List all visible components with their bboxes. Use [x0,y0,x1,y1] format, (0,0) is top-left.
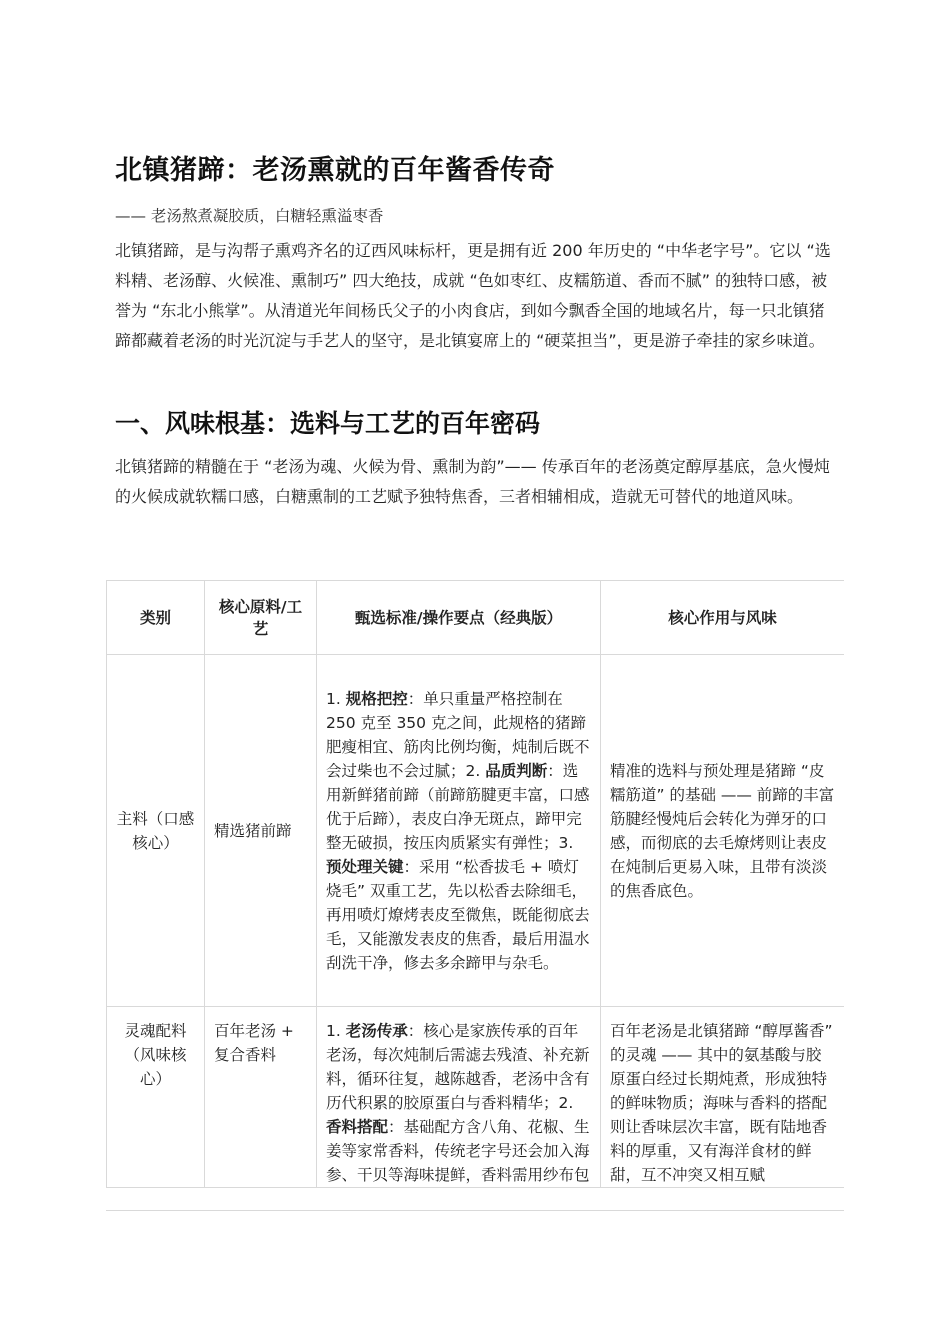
section-paragraph: 北镇猪蹄的精髓在于 “老汤为魂、火候为骨、熏制为韵”—— 传承百年的老汤奠定醇厚基底，急火慢炖的火候成就软糯口感，白糖熏制的工艺赋予独特焦香，三者相辅相成，造就无可替代的地道风味。 [115,457,830,506]
header-effect: 核心作用与风味 [601,581,845,655]
key-term: 品质判断 [485,761,548,780]
cell-effect: 百年老汤是北镇猪蹄 “醇厚酱香” 的灵魂 —— 其中的氨基酸与胶原蛋白经过长期炖煮，形成独特的鲜味物质；海味与香料的搭配则让香味层次丰富，既有陆地香料的厚重，又有海洋食材的鲜甜，互不冲突又相互赋 [601,1007,845,1188]
section-heading: 一、风味根基：选料与工艺的百年密码 [115,409,541,438]
header-material: 核心原料/工艺 [205,581,317,655]
ingredient-table [106,580,844,1188]
cell-standards: 1. 老汤传承：核心是家族传承的百年老汤，每次炖制后需滤去残渣、补充新料，循环往复，越陈越香，老汤中含有历代积累的胶原蛋白与香料精华；2. 香料搭配：基础配方含八角、花椒、生姜等家常香料，传统老字号还会加入海参、干贝等海味提鲜，香料需用纱布包 [317,1007,601,1188]
ingredient-table-container [106,580,844,1211]
table-row [107,655,845,1007]
cell-category: 主料（口感核心） [107,655,205,1007]
cell-material: 百年老汤 + 复合香料 [205,1007,317,1188]
table-row [107,1007,845,1188]
key-term: 预处理关键 [326,857,404,876]
cell-effect: 精准的选料与预处理是猪蹄 “皮糯筋道” 的基础 —— 前蹄的丰富筋腱经慢炖后会转化为弹牙的口感，而彻底的去毛燎烤则让表皮在炖制后更易入味，且带有淡淡的焦香底色。 [601,655,845,1007]
table-header-row [107,581,845,655]
key-term: 香料搭配 [326,1118,389,1136]
header-category: 类别 [107,581,205,655]
key-term: 老汤传承 [345,1022,408,1040]
subtitle: —— 老汤熬煮凝胶质，白糖轻熏溢枣香 [115,207,384,225]
cell-category: 灵魂配料（风味核心） [107,1007,205,1188]
cell-material: 精选猪前蹄 [205,655,317,1007]
key-term: 规格把控 [345,689,408,708]
cell-standards: 1. 规格把控：单只重量严格控制在 250 克至 350 克之间，此规格的猪蹄肥瘦相宜、筋肉比例均衡，炖制后既不会过柴也不会过腻；2. 品质判断：选用新鲜猪前蹄（前蹄筋腱更丰富，口感优于后蹄），表皮白净无斑点，蹄甲完整无破损，按压肉质紧实有弹性；3. 预处理关键：采用 “松香拔毛 + 喷灯烧毛” 双重工艺，先以松香去除细毛，再用喷灯燎烤表皮至微焦，既能彻底去毛，又能激发表皮的焦香，最后用温水刮洗干净，修去多余蹄甲与杂毛。 [317,655,601,1007]
page-title: 北镇猪蹄：老汤熏就的百年酱香传奇 [115,155,555,186]
intro-paragraph: 北镇猪蹄，是与沟帮子熏鸡齐名的辽西风味标杆，更是拥有近 200 年历史的 “中华老字号”。它以 “选料精、老汤醇、火候准、熏制巧” 四大绝技，成就 “色如枣红、皮糯筋道、香而不腻” 的独特口感，被誉为 “东北小熊掌”。从清道光年间杨氏父子的小肉食店，到如今飘香全国的地域名片，每一只北镇猪蹄都藏着老汤的时光沉淀与手艺人的坚守，是北镇宴席上的 “硬菜担当”，更是游子牵挂的家乡味道。 [115,241,831,350]
header-standards: 甄选标准/操作要点（经典版） [317,581,601,655]
